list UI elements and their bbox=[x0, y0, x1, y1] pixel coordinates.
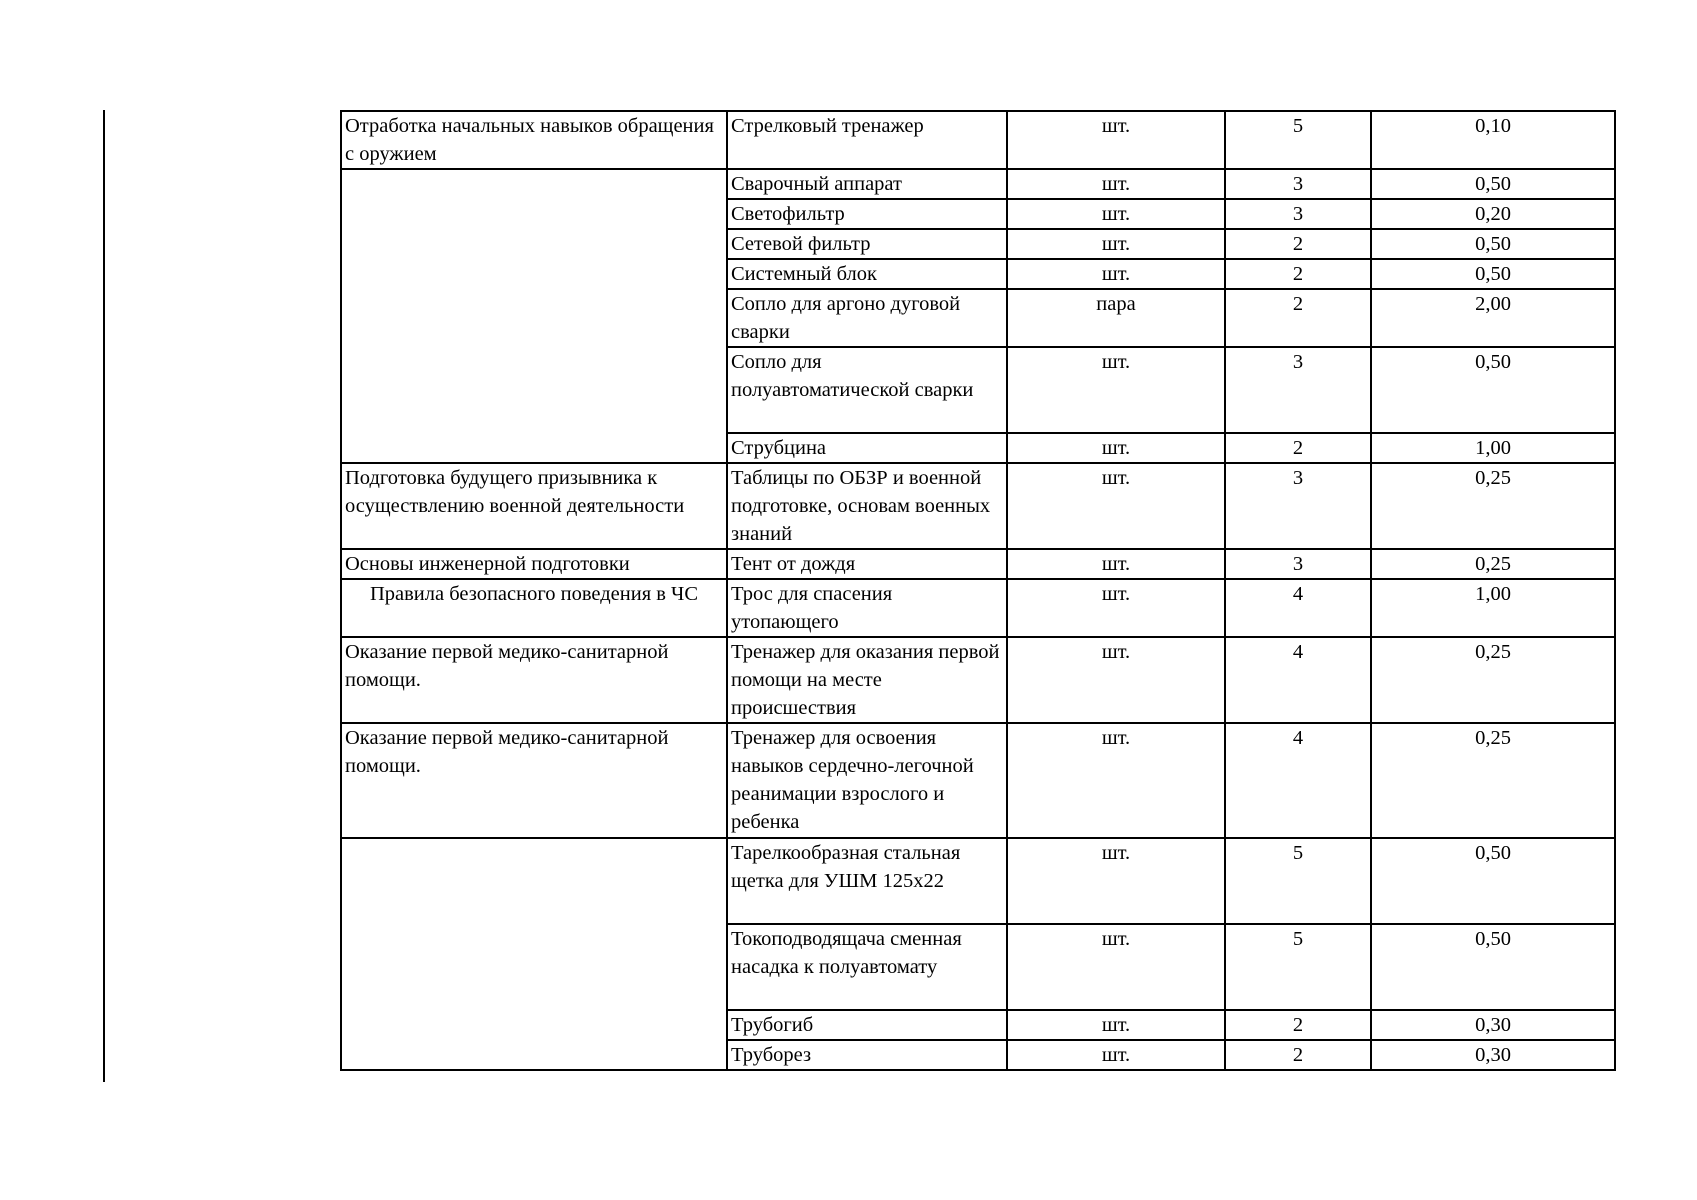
equipment-table bbox=[340, 110, 1616, 1071]
table-row bbox=[341, 169, 1615, 199]
unit-cell: шт. bbox=[1007, 229, 1225, 259]
unit-cell: шт. bbox=[1007, 924, 1225, 1010]
item-cell: Токоподводящача сменная насадка к полуавтомату bbox=[727, 924, 1007, 1010]
item-cell: Системный блок bbox=[727, 259, 1007, 289]
table-row bbox=[341, 723, 1615, 838]
topic-cell: Основы инженерной подготовки bbox=[341, 549, 727, 579]
value-cell: 0,25 bbox=[1371, 637, 1615, 723]
value-cell: 0,50 bbox=[1371, 259, 1615, 289]
unit-cell: шт. bbox=[1007, 463, 1225, 549]
value-cell: 2,00 bbox=[1371, 289, 1615, 347]
table-row bbox=[341, 549, 1615, 579]
item-cell: Сопло для полуавтоматической сварки bbox=[727, 347, 1007, 433]
item-cell: Сопло для аргоно дуговой сварки bbox=[727, 289, 1007, 347]
unit-cell: шт. bbox=[1007, 169, 1225, 199]
unit-cell: шт. bbox=[1007, 1040, 1225, 1070]
value-cell: 0,50 bbox=[1371, 838, 1615, 924]
value-cell: 0,50 bbox=[1371, 169, 1615, 199]
item-cell: Струбцина bbox=[727, 433, 1007, 463]
item-cell: Таблицы по ОБЗР и военной подготовке, основам военных знаний bbox=[727, 463, 1007, 549]
qty-cell: 3 bbox=[1225, 199, 1371, 229]
qty-cell: 2 bbox=[1225, 1040, 1371, 1070]
value-cell: 0,30 bbox=[1371, 1040, 1615, 1070]
unit-cell: шт. bbox=[1007, 637, 1225, 723]
qty-cell: 3 bbox=[1225, 347, 1371, 433]
left-margin-rule bbox=[103, 110, 105, 1082]
topic-cell: Оказание первой медико-санитарной помощи. bbox=[341, 723, 727, 838]
topic-cell: Правила безопасного поведения в ЧС bbox=[341, 579, 727, 637]
topic-cell: Оказание первой медико-санитарной помощи. bbox=[341, 637, 727, 723]
table-row bbox=[341, 463, 1615, 549]
table-row bbox=[341, 637, 1615, 723]
qty-cell: 3 bbox=[1225, 463, 1371, 549]
unit-cell: шт. bbox=[1007, 347, 1225, 433]
value-cell: 0,50 bbox=[1371, 347, 1615, 433]
table-row bbox=[341, 111, 1615, 169]
value-cell: 0,25 bbox=[1371, 549, 1615, 579]
unit-cell: шт. bbox=[1007, 433, 1225, 463]
qty-cell: 2 bbox=[1225, 433, 1371, 463]
item-cell: Трубогиб bbox=[727, 1010, 1007, 1040]
unit-cell: шт. bbox=[1007, 111, 1225, 169]
unit-cell: пара bbox=[1007, 289, 1225, 347]
unit-cell: шт. bbox=[1007, 199, 1225, 229]
unit-cell: шт. bbox=[1007, 579, 1225, 637]
qty-cell: 2 bbox=[1225, 259, 1371, 289]
topic-cell: Отработка начальных навыков обращения с оружием bbox=[341, 111, 727, 169]
unit-cell: шт. bbox=[1007, 1010, 1225, 1040]
qty-cell: 5 bbox=[1225, 838, 1371, 924]
item-cell: Сварочный аппарат bbox=[727, 169, 1007, 199]
value-cell: 0,25 bbox=[1371, 723, 1615, 838]
value-cell: 0,30 bbox=[1371, 1010, 1615, 1040]
table-row bbox=[341, 579, 1615, 637]
unit-cell: шт. bbox=[1007, 838, 1225, 924]
value-cell: 1,00 bbox=[1371, 433, 1615, 463]
topic-cell: Подготовка будущего призывника к осуществлению военной деятельности bbox=[341, 463, 727, 549]
value-cell: 1,00 bbox=[1371, 579, 1615, 637]
equipment-table-wrapper bbox=[340, 110, 1616, 1071]
item-cell: Труборез bbox=[727, 1040, 1007, 1070]
qty-cell: 4 bbox=[1225, 637, 1371, 723]
item-cell: Сетевой фильтр bbox=[727, 229, 1007, 259]
value-cell: 0,20 bbox=[1371, 199, 1615, 229]
qty-cell: 4 bbox=[1225, 723, 1371, 838]
item-cell: Тент от дождя bbox=[727, 549, 1007, 579]
unit-cell: шт. bbox=[1007, 723, 1225, 838]
item-cell: Тарелкообразная стальная щетка для УШМ 125х22 bbox=[727, 838, 1007, 924]
qty-cell: 5 bbox=[1225, 111, 1371, 169]
item-cell: Трос для спасения утопающего bbox=[727, 579, 1007, 637]
value-cell: 0,50 bbox=[1371, 229, 1615, 259]
item-cell: Стрелковый тренажер bbox=[727, 111, 1007, 169]
value-cell: 0,10 bbox=[1371, 111, 1615, 169]
item-cell: Светофильтр bbox=[727, 199, 1007, 229]
topic-cell bbox=[341, 169, 727, 463]
qty-cell: 5 bbox=[1225, 924, 1371, 1010]
qty-cell: 2 bbox=[1225, 1010, 1371, 1040]
qty-cell: 4 bbox=[1225, 579, 1371, 637]
qty-cell: 3 bbox=[1225, 549, 1371, 579]
value-cell: 0,25 bbox=[1371, 463, 1615, 549]
qty-cell: 2 bbox=[1225, 289, 1371, 347]
value-cell: 0,50 bbox=[1371, 924, 1615, 1010]
qty-cell: 2 bbox=[1225, 229, 1371, 259]
unit-cell: шт. bbox=[1007, 259, 1225, 289]
item-cell: Тренажер для освоения навыков сердечно-легочной реанимации взрослого и ребенка bbox=[727, 723, 1007, 838]
qty-cell: 3 bbox=[1225, 169, 1371, 199]
topic-cell bbox=[341, 838, 727, 1070]
unit-cell: шт. bbox=[1007, 549, 1225, 579]
table-row bbox=[341, 838, 1615, 924]
item-cell: Тренажер для оказания первой помощи на месте происшествия bbox=[727, 637, 1007, 723]
